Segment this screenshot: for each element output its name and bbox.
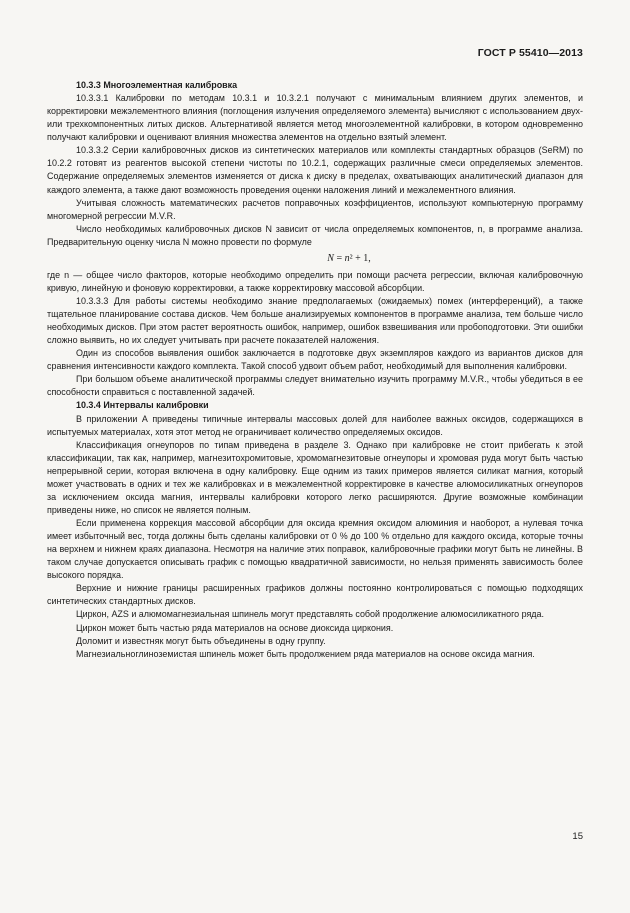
paragraph: 10.3.3.1 Калибровки по методам 10.3.1 и 10.3.2.1 получают с минимальным влиянием других элементов, и корректировки межэлементного влияния (поглощения излучения определяемого элемента) вычисляют с использованием двух- или трехкомпонентных литых дисков. Альтернативой является метод многоэлементной калибровки, в котором одновременно получают калибровки и оценивают влияния множества элементов на отдельно взятый элемент. xyxy=(47,93,583,143)
paragraph: где n — общее число факторов, которые необходимо определить при помощи расчета регрессии, включая калибровочную кривую, линейную и фоновую корректировки, а также корректировку массовой абсорбции. xyxy=(47,269,583,293)
paragraph: Циркон может быть частью ряда материалов на основе диоксида циркония. xyxy=(76,622,394,633)
formula: N = n² + 1, xyxy=(327,252,371,264)
paragraph: Число необходимых калибровочных дисков N зависит от числа определяемых компонентов, n, в программе анализа. Предварительную оценку числа N можно провести по формуле xyxy=(47,223,583,247)
paragraph: Один из способов выявления ошибок заключается в подготовке двух экземпляров каждого из вариантов дисков для сравнения интенсивности каждого комплекта. Такой способ удвоит объем работ, необходимый для выполнения калибровки. xyxy=(47,348,583,372)
standard-code-header: ГОСТ Р 55410—2013 xyxy=(477,47,583,59)
document-body xyxy=(47,79,583,661)
paragraph: Магнезиальноглиноземистая шпинель может быть продолжением ряда материалов на основе оксида магния. xyxy=(76,648,535,659)
paragraph: В приложении А приведены типичные интервалы массовых долей для наиболее важных оксидов, содержащихся в испытуемых материалах, хотя этот метод не ограничивает количество определяемых оксидов. xyxy=(47,413,583,437)
section-heading: 10.3.3 Многоэлементная калибровка xyxy=(76,80,238,90)
paragraph: Классификация огнеупоров по типам приведена в разделе 3. Однако при калибровке не стоит прибегать к этой классификации, так как, например, магнезитохромитовые, хромомагнезитовые огнеупоры и хромовая руда могут быть частью непрерывной серии, которая включена в одну калибровку. Еще одним из таких примеров является силикат магния, который может участвовать в одних и тех же калибровках и в межэлементной корректировке в качестве алюмосиликатных огнеупоров за исключением оксида магния, интервалы калибровки которого легко расширяются. Другие возможные комбинации приведены ниже, но список не является полным. xyxy=(47,439,583,515)
paragraph: Верхние и нижние границы расширенных графиков должны постоянно контролироваться с помощью подходящих синтетических стандартных дисков. xyxy=(47,583,583,607)
paragraph: Доломит и известняк могут быть объединены в одну группу. xyxy=(76,635,326,646)
paragraph: Если применена коррекция массовой абсорбции для оксида кремния оксидом алюминия и наоборот, а нулевая точка имеет избыточный вес, тогда должны быть сделаны калибровки от 0 % до 100 % отдельно для каждого оксида, которые точны на верхнем и нижнем краях диапазона. Несмотря на наличие этих поправок, калибровочные графики могут быть не линейны. В таком случае допускается описывать график с помощью квадратичной зависимости, но нельзя применять зависимость более высокого порядка. xyxy=(47,518,583,581)
section-heading: 10.3.4 Интервалы калибровки xyxy=(76,400,209,411)
page-number: 15 xyxy=(572,831,583,842)
paragraph: При большом объеме аналитической программы следует внимательно изучить программу M.V.R., чтобы убедиться в ее способности справиться с поставленной задачей. xyxy=(47,374,583,398)
paragraph: Учитывая сложность математических расчетов поправочных коэффициентов, используют компьютерную программу многомерной регрессии M.V.R. xyxy=(47,197,583,221)
paragraph: 10.3.3.3 Для работы системы необходимо знание предполагаемых (ожидаемых) помех (интерференций), а также тщательное планирование состава дисков. Чем больше анализируемых компонентов в программе анализа, тем больше число необходимых дисков. При этом растет вероятность ошибок, например, ошибок взвешивания или пробоподготовки. Эти ошибки сложно выявить, но их следует учитывать при расчете показателей наложения. xyxy=(47,295,583,346)
paragraph: Циркон, AZS и алюмомагнезиальная шпинель могут представлять собой продолжение алюмосиликатного ряда. xyxy=(76,609,544,620)
paragraph: 10.3.3.2 Серии калибровочных дисков из синтетических материалов или комплекты стандартных образцов (SeRM) по 10.2.2 готовят из реагентов высокой степени чистоты по 10.2.1, содержащих различные смеси определяемых элементов. Содержание определяемых элементов изменяется от диска к диску в пределах, охватывающих аналитический диапазон для каждого элемента, а также дают возможность проведения оценки наложения линий и межэлементного влияния. xyxy=(47,145,583,195)
